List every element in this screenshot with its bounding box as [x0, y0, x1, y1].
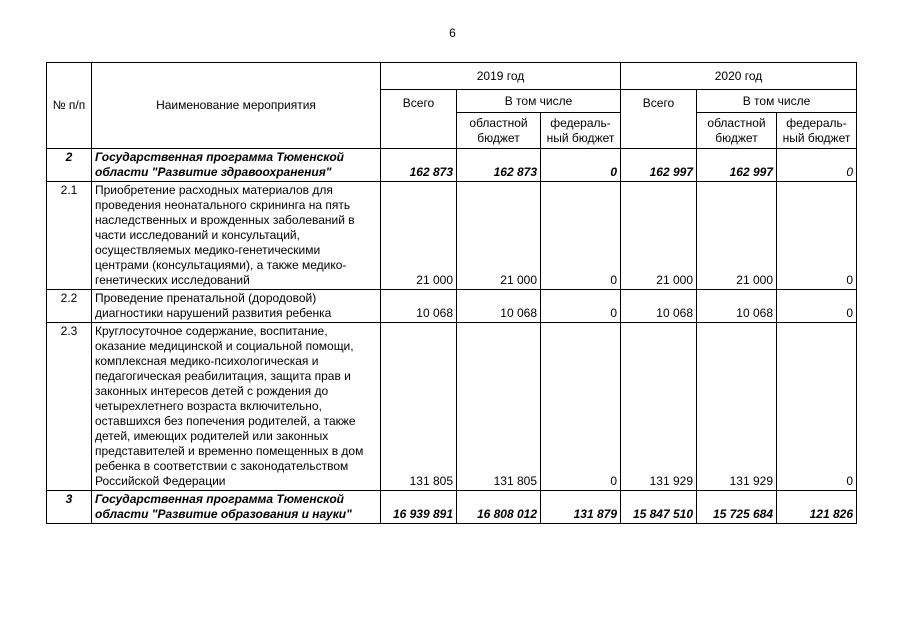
- value-total-2019: 162 873: [381, 149, 457, 182]
- value-total-2020: 15 847 510: [621, 491, 697, 524]
- value-federal-2019: 0: [541, 323, 621, 491]
- value-regional-2019: 16 808 012: [457, 491, 541, 524]
- value-federal-2019: 0: [541, 182, 621, 290]
- value-federal-2020: 121 826: [777, 491, 857, 524]
- value-total-2019: 21 000: [381, 182, 457, 290]
- row-name: Государственная программа Тюменской области "Развитие образования и науки": [92, 491, 381, 524]
- value-federal-2019: 0: [541, 149, 621, 182]
- value-federal-2020: 0: [777, 323, 857, 491]
- value-regional-2020: 21 000: [697, 182, 777, 290]
- table-row: [47, 290, 857, 323]
- value-regional-2019: 10 068: [457, 290, 541, 323]
- header-regional-2020: областной бюджет: [697, 113, 777, 149]
- value-total-2020: 131 929: [621, 323, 697, 491]
- header-total-2019: Всего: [381, 90, 457, 149]
- header-name: Наименование мероприятия: [92, 63, 381, 149]
- value-regional-2020: 15 725 684: [697, 491, 777, 524]
- table-row: [47, 491, 857, 524]
- row-number: 2.3: [47, 323, 92, 491]
- value-total-2020: 21 000: [621, 182, 697, 290]
- value-total-2019: 10 068: [381, 290, 457, 323]
- header-regional-2019: областной бюджет: [457, 113, 541, 149]
- row-number: 2: [47, 149, 92, 182]
- header-federal-2019: федераль-ный бюджет: [541, 113, 621, 149]
- row-name: Государственная программа Тюменской области "Развитие здравоохранения": [92, 149, 381, 182]
- header-federal-2020: федераль-ный бюджет: [777, 113, 857, 149]
- value-regional-2019: 21 000: [457, 182, 541, 290]
- value-total-2019: 16 939 891: [381, 491, 457, 524]
- value-regional-2019: 131 805: [457, 323, 541, 491]
- row-name: Проведение пренатальной (дородовой) диагностики нарушений развития ребенка: [92, 290, 381, 323]
- header-incl-2019: В том числе: [457, 90, 621, 113]
- value-federal-2020: 0: [777, 182, 857, 290]
- budget-table: [46, 62, 857, 524]
- row-number: 2.2: [47, 290, 92, 323]
- value-total-2019: 131 805: [381, 323, 457, 491]
- table-row: [47, 323, 857, 491]
- value-federal-2020: 0: [777, 290, 857, 323]
- table-row: [47, 182, 857, 290]
- value-federal-2020: 0: [777, 149, 857, 182]
- header-total-2020: Всего: [621, 90, 697, 149]
- table-row: [47, 149, 857, 182]
- header-year-2019: 2019 год: [381, 63, 621, 90]
- header-num: № п/п: [47, 63, 92, 149]
- header-year-2020: 2020 год: [621, 63, 857, 90]
- value-total-2020: 10 068: [621, 290, 697, 323]
- row-number: 2.1: [47, 182, 92, 290]
- row-name: Приобретение расходных материалов для проведения неонатального скрининга на пять наследственных и врожденных заболеваний в части исследований и консультаций, осуществляемых медико-генетическими центрами (консультациями), а также медико-генетических исследований: [92, 182, 381, 290]
- value-regional-2020: 10 068: [697, 290, 777, 323]
- value-regional-2020: 162 997: [697, 149, 777, 182]
- value-regional-2019: 162 873: [457, 149, 541, 182]
- row-name: Круглосуточное содержание, воспитание, оказание медицинской и социальной помощи, комплексная медико-психологическая и педагогическая реабилитация, защита прав и законных интересов детей с рождения до четырехлетнего возраста включительно, оставшихся без попечения родителей, а также детей, имеющих родителей или законных представителей и временно помещенных в дом ребенка в соответствии с законодательством Российской Федерации: [92, 323, 381, 491]
- value-federal-2019: 0: [541, 290, 621, 323]
- row-number: 3: [47, 491, 92, 524]
- page-number: 6: [449, 26, 456, 40]
- header-incl-2020: В том числе: [697, 90, 857, 113]
- value-total-2020: 162 997: [621, 149, 697, 182]
- value-federal-2019: 131 879: [541, 491, 621, 524]
- value-regional-2020: 131 929: [697, 323, 777, 491]
